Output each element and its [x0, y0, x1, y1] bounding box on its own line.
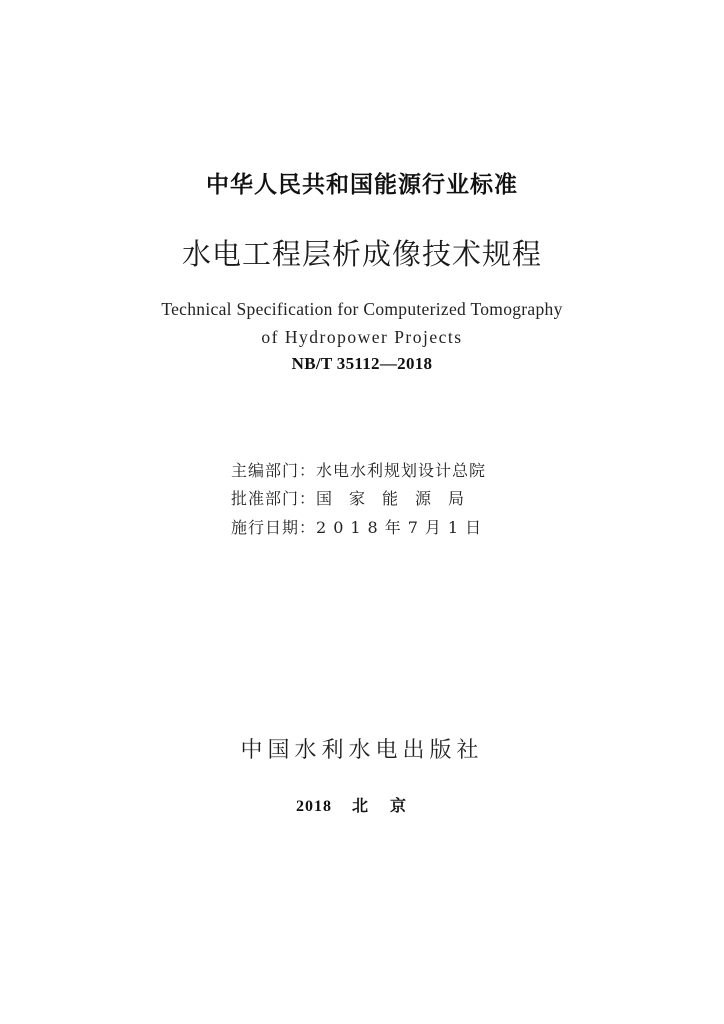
publication-place	[0, 793, 724, 816]
chinese-title: 水电工程层析成像技术规程	[181, 237, 542, 271]
compiler-row	[231, 458, 486, 481]
effective-date-row	[231, 515, 488, 538]
approver-row	[231, 486, 481, 509]
standard-category: 中华人民共和国能源行业标准	[206, 172, 518, 198]
compiler-value: 水电水利规划设计总院	[316, 461, 487, 480]
publication-city: 北京	[351, 796, 428, 815]
effective-date-value: 2018年7月1日	[316, 518, 489, 537]
standard-number: NB/T 35112—2018	[291, 354, 433, 373]
compiler-label: 主编部门：	[231, 461, 317, 480]
publisher-name: 中国水利水电出版社	[240, 738, 484, 763]
approver-value: 国家能源局	[316, 489, 482, 508]
english-title-line-2: of Hydropower Projects	[261, 327, 463, 347]
effective-date-label: 施行日期：	[231, 518, 317, 537]
publication-year: 2018	[295, 798, 332, 815]
approver-label: 批准部门：	[231, 489, 317, 508]
english-title-line-1: Technical Specification for Computerized Tomography	[161, 299, 563, 319]
